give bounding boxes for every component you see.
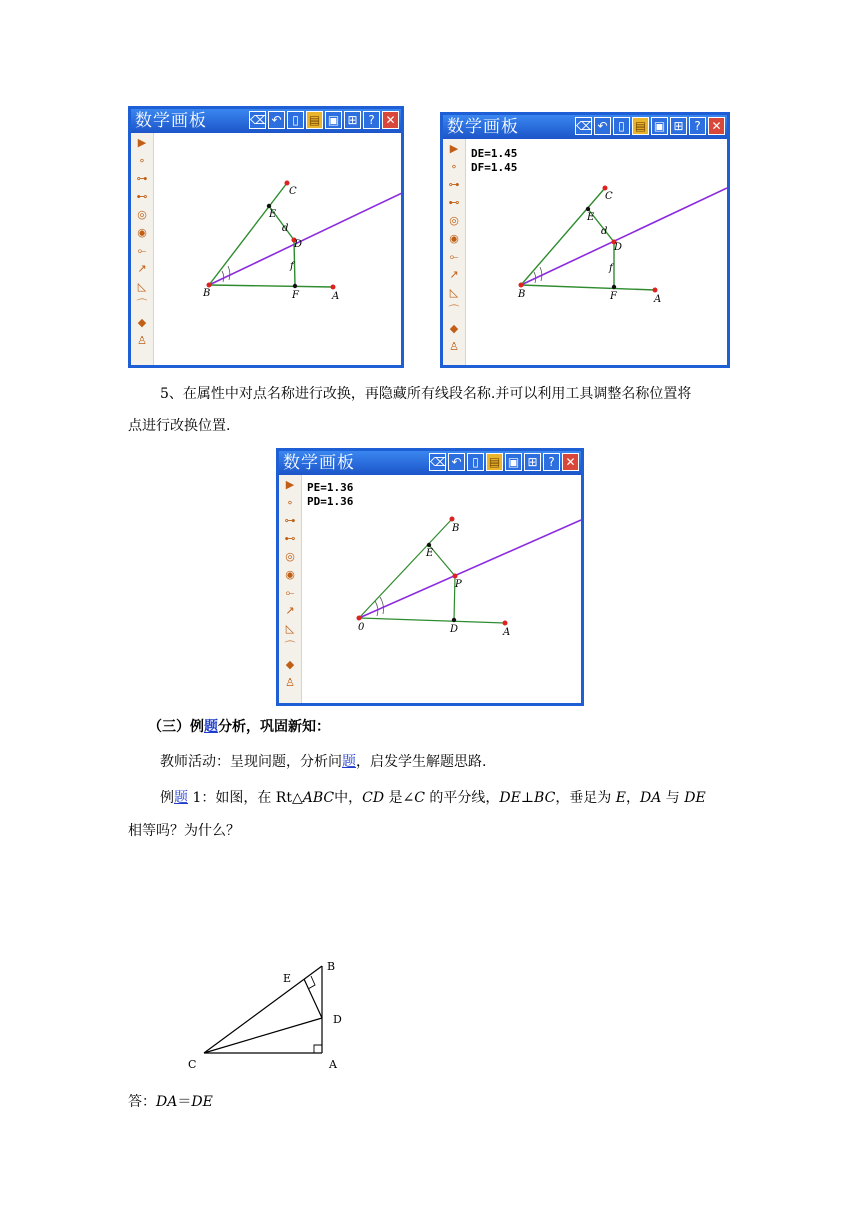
circle-icon[interactable]: ◎	[449, 214, 459, 227]
robot-icon[interactable]: ♙	[285, 676, 295, 689]
label-C: C	[605, 191, 613, 202]
label-A: A	[654, 294, 662, 305]
new-file-icon[interactable]: ▯	[467, 453, 484, 471]
new-file-icon[interactable]: ▯	[613, 117, 630, 135]
measure-icon[interactable]: ⌒	[136, 298, 148, 311]
close-icon[interactable]: ✕	[382, 111, 399, 129]
answer-line: 答：DA＝DE	[128, 1094, 213, 1110]
window-title: 数学画板	[283, 453, 355, 473]
arrow-icon[interactable]: ▶	[285, 478, 295, 491]
label-P: P	[455, 579, 462, 590]
line-icon[interactable]: ⟜	[137, 244, 147, 257]
ruler-icon[interactable]: ◺	[137, 280, 147, 293]
open-folder-icon[interactable]: ▤	[306, 111, 323, 129]
label-f: f	[290, 261, 294, 272]
title-bar	[131, 109, 401, 133]
arrow-icon[interactable]: ▶	[137, 136, 147, 149]
compass-icon[interactable]: ⊷	[284, 532, 296, 545]
close-icon[interactable]: ✕	[708, 117, 725, 135]
help-icon[interactable]: ?	[689, 117, 706, 135]
label-f: f	[609, 263, 613, 274]
color-icon[interactable]: ◆	[449, 322, 459, 335]
triangle-diagram	[180, 956, 360, 1076]
undo-icon[interactable]: ↶	[594, 117, 611, 135]
label-O: 0	[358, 622, 365, 633]
angle-bisector-figure	[153, 133, 401, 365]
label-D: D	[294, 239, 303, 250]
drawing-canvas[interactable]	[153, 133, 401, 365]
label-d: d	[601, 226, 608, 237]
drawing-canvas[interactable]	[465, 139, 727, 365]
label-d: d	[282, 223, 289, 234]
tool-palette	[279, 475, 302, 703]
measure-icon[interactable]: ⌒	[448, 304, 460, 317]
help-icon[interactable]: ?	[543, 453, 560, 471]
label-D: D	[333, 1013, 342, 1026]
angle-bisector-figure	[465, 139, 727, 365]
point-icon[interactable]: ∘	[286, 496, 294, 509]
help-icon[interactable]: ?	[363, 111, 380, 129]
arc-icon[interactable]: ◉	[449, 232, 459, 245]
window-title: 数学画板	[447, 117, 519, 137]
grid-icon[interactable]: ⊞	[524, 453, 541, 471]
color-icon[interactable]: ◆	[137, 316, 147, 329]
sketchpad-window-2	[440, 112, 730, 368]
ruler-icon[interactable]: ◺	[449, 286, 459, 299]
sketchpad-window-1	[128, 106, 404, 368]
eraser-icon[interactable]: ⌫	[250, 113, 267, 127]
undo-icon[interactable]: ↶	[448, 453, 465, 471]
save-icon[interactable]: ▣	[651, 117, 668, 135]
robot-icon[interactable]: ♙	[449, 340, 459, 353]
topic-link[interactable]: 题	[204, 719, 218, 735]
teacher-activity: 教师活动：呈现问题，分析问题，启发学生解题思路.	[160, 754, 487, 770]
label-B: B	[518, 289, 526, 300]
ray-icon[interactable]: ↗	[137, 262, 147, 275]
label-E: E	[269, 209, 277, 220]
window-title: 数学画板	[135, 111, 207, 131]
open-folder-icon[interactable]: ▤	[486, 453, 503, 471]
measurement-df[interactable]: DF=1.45	[471, 161, 518, 174]
point-icon[interactable]: ∘	[450, 160, 458, 173]
topic-link[interactable]: 题	[174, 790, 188, 806]
compass-icon[interactable]: ⊷	[448, 196, 460, 209]
new-file-icon[interactable]: ▯	[287, 111, 304, 129]
segment-icon[interactable]: ⊶	[448, 178, 460, 191]
tool-palette	[131, 133, 154, 365]
circle-icon[interactable]: ◎	[137, 208, 147, 221]
label-F: F	[610, 291, 617, 302]
open-folder-icon[interactable]: ▤	[632, 117, 649, 135]
label-B: B	[452, 523, 460, 534]
measurement-pe[interactable]: PE=1.36	[307, 481, 354, 494]
circle-icon[interactable]: ◎	[285, 550, 295, 563]
grid-icon[interactable]: ⊞	[670, 117, 687, 135]
arc-icon[interactable]: ◉	[137, 226, 147, 239]
ray-icon[interactable]: ↗	[285, 604, 295, 617]
label-A: A	[503, 627, 511, 638]
label-B: B	[203, 288, 211, 299]
label-D: D	[450, 624, 459, 635]
label-A: A	[329, 1058, 337, 1071]
example-line2: 相等吗？为什么？	[128, 823, 240, 839]
line-icon[interactable]: ⟜	[285, 586, 295, 599]
label-B: B	[327, 960, 336, 973]
compass-icon[interactable]: ⊷	[136, 190, 148, 203]
measure-icon[interactable]: ⌒	[284, 640, 296, 653]
label-A: A	[332, 291, 340, 302]
label-C: C	[289, 186, 297, 197]
title-bar	[443, 115, 727, 139]
eraser-icon[interactable]: ⌫	[576, 119, 593, 133]
section-heading: （三）例题分析，巩固新知：	[148, 719, 330, 735]
close-icon[interactable]: ✕	[562, 453, 579, 471]
save-icon[interactable]: ▣	[505, 453, 522, 471]
ruler-icon[interactable]: ◺	[285, 622, 295, 635]
label-E: E	[426, 548, 434, 559]
measurement-de[interactable]: DE=1.45	[471, 147, 518, 160]
step5-line2: 点进行改换位置.	[128, 418, 231, 434]
point-icon[interactable]: ∘	[138, 154, 146, 167]
grid-icon[interactable]: ⊞	[344, 111, 361, 129]
title-bar	[279, 451, 581, 475]
tool-palette	[443, 139, 466, 365]
measurement-pd[interactable]: PD=1.36	[307, 495, 354, 508]
example-line1: 例题 1：如图，在 Rt△ABC中，CD 是∠C 的平分线，DE⊥BC，垂足为 E，DA 与 DE	[160, 790, 706, 806]
ray-icon[interactable]: ↗	[449, 268, 459, 281]
step5-line1: 5、在属性中对点名称进行改换，再隐藏所有线段名称.并可以利用工具调整名称位置将	[160, 386, 692, 402]
arc-icon[interactable]: ◉	[285, 568, 295, 581]
label-D: D	[614, 242, 623, 253]
color-icon[interactable]: ◆	[285, 658, 295, 671]
drawing-canvas[interactable]	[301, 475, 581, 703]
angle-bisector-figure	[301, 475, 581, 703]
label-E: E	[587, 212, 595, 223]
line-icon[interactable]: ⟜	[449, 250, 459, 263]
label-C: C	[188, 1058, 197, 1071]
segment-icon[interactable]: ⊶	[284, 514, 296, 527]
sketchpad-window-3	[276, 448, 584, 706]
arrow-icon[interactable]: ▶	[449, 142, 459, 155]
topic-link[interactable]: 题	[342, 754, 356, 770]
label-F: F	[292, 290, 299, 301]
eraser-icon[interactable]: ⌫	[430, 455, 447, 469]
save-icon[interactable]: ▣	[325, 111, 342, 129]
label-E: E	[283, 972, 292, 985]
undo-icon[interactable]: ↶	[268, 111, 285, 129]
robot-icon[interactable]: ♙	[137, 334, 147, 347]
segment-icon[interactable]: ⊶	[136, 172, 148, 185]
